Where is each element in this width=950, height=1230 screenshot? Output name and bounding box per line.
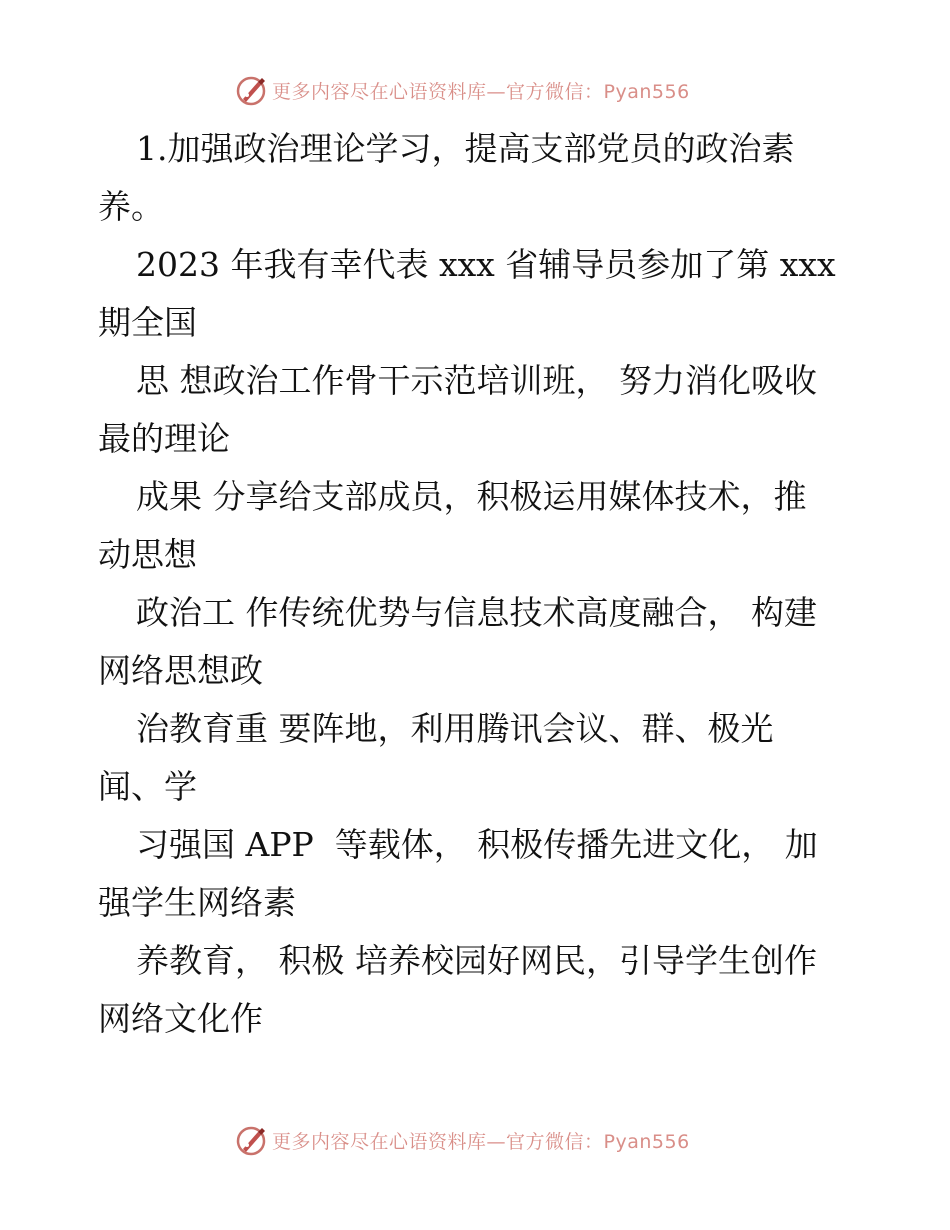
footer-watermark-text: 更多内容尽在心语资料库—官方微信：: [272, 1130, 604, 1153]
header-watermark: [0, 70, 950, 110]
paragraph-line: 闻、学: [98, 767, 197, 806]
header-watermark-id: Pyan556: [603, 80, 690, 103]
paragraph-line: 1.加强政治理论学习，提高支部党员的政治素: [136, 129, 795, 168]
paragraph-line: 最的理论: [98, 419, 230, 458]
paragraph-line: 政治工 作传统优势与信息技术高度融合， 构建: [136, 593, 817, 632]
paragraph-line: 养教育， 积极 培养校园好网民，引导学生创作: [136, 941, 817, 980]
paragraph-line: 成果 分享给支部成员，积极运用媒体技术，推: [136, 477, 807, 516]
paragraph-line: 网络思想政: [98, 651, 263, 690]
paragraph-line: 强学生网络素: [98, 883, 296, 922]
paragraph-line: 习强国 APP 等载体， 积极传播先进文化， 加: [136, 825, 818, 864]
footer-watermark-id: Pyan556: [603, 1130, 690, 1153]
paragraph-line: 期全国: [98, 303, 197, 342]
paragraph-line: 2023 年我有幸代表 xxx 省辅导员参加了第 xxx: [136, 245, 836, 284]
paragraph-line: 动思想: [98, 535, 197, 574]
paragraph-line: 思 想政治工作骨干示范培训班， 努力消化吸收: [136, 361, 817, 400]
pen-logo-icon: [234, 1123, 268, 1157]
paragraph-line: 养。: [98, 187, 164, 226]
pen-logo-icon: [234, 73, 268, 107]
paragraph-line: 治教育重 要阵地，利用腾讯会议、群、极光: [136, 709, 774, 748]
footer-watermark: [0, 1120, 950, 1160]
paragraph-line: 网络文化作: [98, 999, 263, 1038]
header-watermark-text: 更多内容尽在心语资料库—官方微信：: [272, 80, 604, 103]
